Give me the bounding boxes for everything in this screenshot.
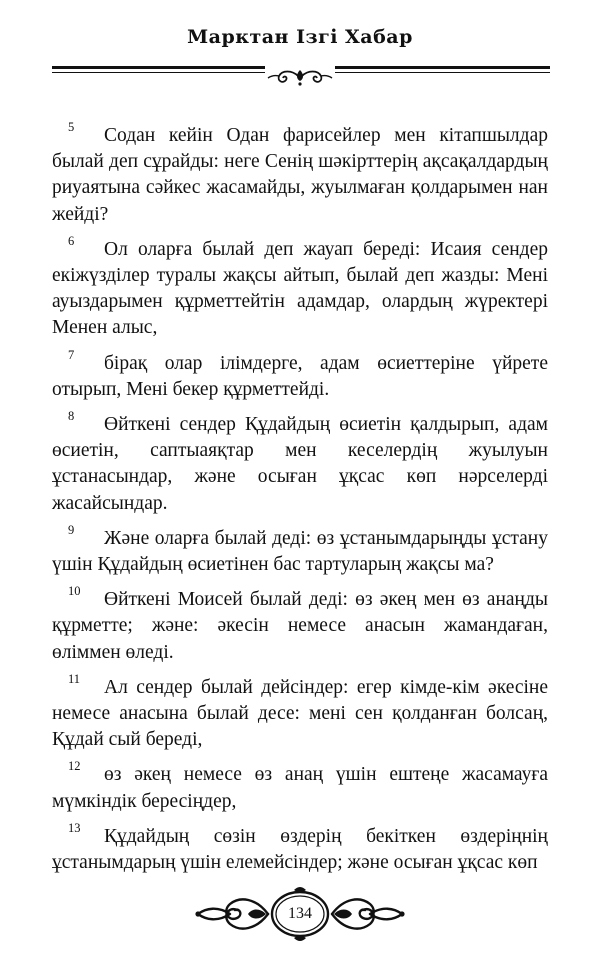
verse-text: Ал сендер былай дейсіндер: егер кімде-кім әкесіне немесе анасына былай десе: мені сен қолданған болсаң, Құдай сый береді, bbox=[52, 676, 548, 751]
page-number: 134 bbox=[288, 905, 312, 922]
verse-text: Содан кейін Одан фарисейлер мен кітапшылдар былай деп сұрайды: неге Сенің шәкірттерің ақсақалдардың риуаятына сәйкес жасамайды, жуылмаған қолдарымен нан жейді? bbox=[52, 125, 548, 225]
verse-number: 9 bbox=[68, 522, 75, 537]
verse-11 bbox=[52, 666, 548, 754]
verse-number: 11 bbox=[68, 671, 81, 686]
verse-number: 5 bbox=[68, 120, 75, 134]
verse-6 bbox=[52, 228, 548, 342]
verse-number: 10 bbox=[68, 584, 81, 599]
verse-8 bbox=[52, 403, 548, 517]
verse-10 bbox=[52, 578, 548, 666]
verse-number: 12 bbox=[68, 759, 81, 774]
verse-5 bbox=[52, 114, 548, 228]
verse-text: Өйткені Моисей былай деді: өз әкең мен өз анаңды құрметте; және: әкесін немесе анасын жамандаған, өліммен өледі. bbox=[52, 589, 548, 663]
verse-12 bbox=[52, 753, 548, 814]
verse-text: өз әкең немесе өз анаң үшін ештеңе жасамауға мүмкіндік бересіңдер, bbox=[52, 764, 548, 812]
verse-text: Және оларға былай деді: өз ұстанымдарыңды ұстану үшін Құдайдың өсиетінен бас тартуларың жақсы ма? bbox=[52, 527, 548, 576]
verse-text: Ол оларға былай деп жауап береді: Исаия сендер екіжүзділер туралы жақсы айтып, былай деп жазды: Мені ауыздарымен құрметтейтін адамдар, олардың жүректері Менен алыс, bbox=[52, 238, 548, 339]
verse-number: 8 bbox=[68, 409, 75, 424]
verse-7 bbox=[52, 342, 548, 403]
verse-list bbox=[52, 114, 548, 876]
verse-text: бірақ олар ілімдерге, адам өсиеттеріне үйрете отырып, Мені бекер құрметтейді. bbox=[52, 352, 548, 400]
verse-number: 7 bbox=[68, 347, 75, 362]
verse-number: 6 bbox=[68, 233, 75, 248]
header-ornament-icon bbox=[265, 66, 335, 88]
verse-text: Құдайдың сөзін өздерің бекіткен өздеріңнің ұстанымдарың үшін елемейсіндер; және осыған ұқсас көп bbox=[52, 825, 548, 874]
verse-text: Өйткені сендер Құдайдың өсиетін қалдырып, адам өсиетін, саптыаяқтар мен кеселердің жуылуын ұстанасындар, және осыған ұқсас көп нәрселерді жасайсындар. bbox=[52, 414, 548, 514]
verse-13 bbox=[52, 815, 548, 876]
verse-number: 13 bbox=[68, 820, 81, 835]
running-header: Марктан Ізгі Хабар bbox=[187, 26, 413, 48]
verse-9 bbox=[52, 517, 548, 578]
